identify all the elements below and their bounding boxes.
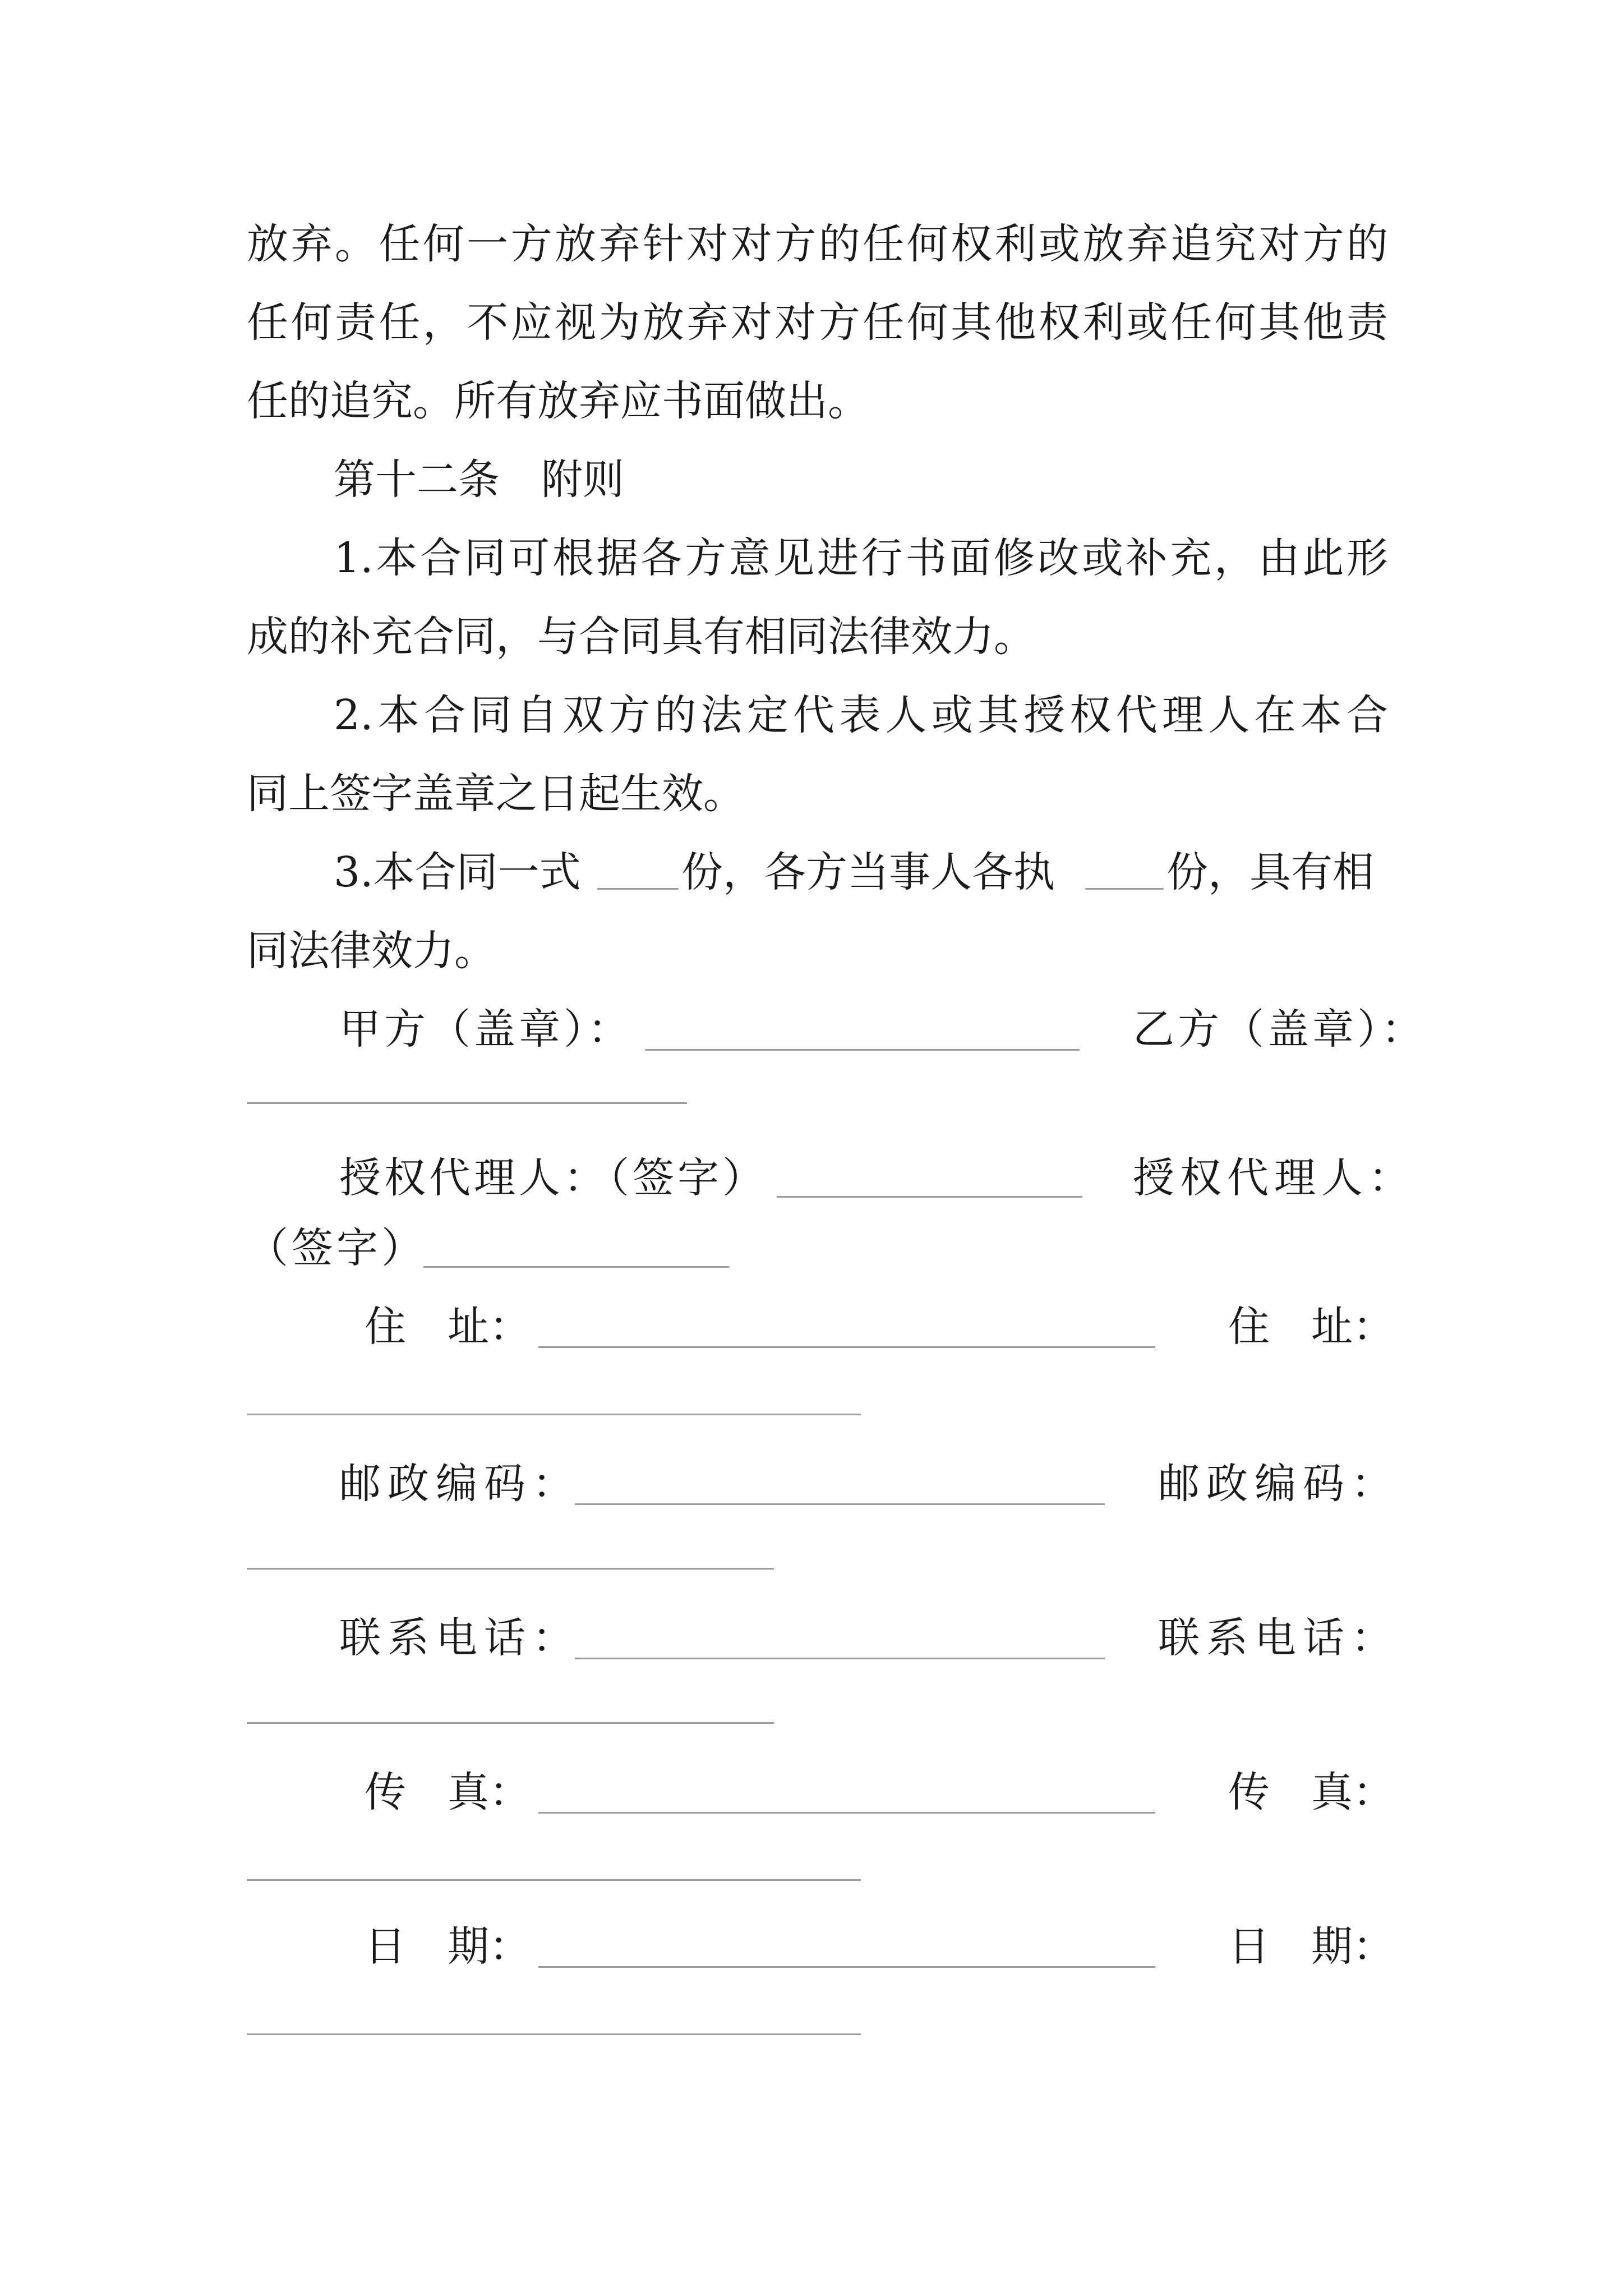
address-b-label: 住 址： (1228, 1303, 1394, 1351)
phone-a-field[interactable] (575, 1658, 1105, 1659)
item-3-line-2: 同法律效力。 (247, 927, 496, 975)
date-b-field[interactable] (247, 2033, 861, 2035)
waiver-line-2: 任何责任，不应视为放弃对对方任何其他权利或任何其他责 (247, 298, 1388, 347)
address-a-field[interactable] (538, 1346, 1155, 1348)
item-2-line-1: 2.本合同自双方的法定代表人或其授权代理人在本合 (334, 691, 1388, 739)
item-2-line-2: 同上签字盖章之日起生效。 (247, 770, 745, 818)
party-b-seal-label: 乙方（盖章）： (1133, 1005, 1426, 1053)
item-3-text-b: 份，各方当事人各执 (681, 848, 1055, 896)
party-a-seal-field[interactable] (645, 1049, 1080, 1051)
postcode-a-field[interactable] (575, 1503, 1105, 1505)
item-3-line-1 (0, 839, 1623, 906)
waiver-line-3: 任的追究。所有放弃应书面做出。 (247, 377, 869, 425)
phone-row (0, 1604, 1623, 1672)
item-1-line-2: 成的补充合同，与合同具有相同法律效力。 (247, 613, 1035, 661)
date-a-label: 日 期： (365, 1922, 531, 1971)
fax-a-label: 传 真： (365, 1768, 531, 1816)
party-a-seal-label: 甲方（盖章）： (339, 1005, 633, 1053)
address-b-field[interactable] (247, 1414, 861, 1415)
postcode-b-field[interactable] (247, 1568, 774, 1570)
agent-a-label: 授权代理人：（签字） (339, 1154, 767, 1202)
agent-row (0, 1144, 1623, 1212)
copies-total-blank[interactable] (597, 888, 679, 890)
date-row (0, 1913, 1623, 1980)
address-a-label: 住 址： (365, 1303, 531, 1351)
phone-b-label: 联系电话： (1158, 1614, 1399, 1662)
agent-b-sign-row (0, 1214, 1623, 1282)
agent-b-field[interactable] (423, 1266, 729, 1268)
agent-a-field[interactable] (777, 1196, 1082, 1198)
fax-b-label: 传 真： (1228, 1768, 1394, 1816)
postcode-row (0, 1450, 1623, 1517)
address-row (0, 1293, 1623, 1360)
item-3-text-c: 份，具有相 (1166, 848, 1374, 896)
postcode-a-label: 邮政编码： (339, 1460, 580, 1508)
date-a-field[interactable] (538, 1966, 1155, 1968)
postcode-b-label: 邮政编码： (1158, 1460, 1399, 1508)
agent-b-sign-label: （签字） (247, 1224, 426, 1272)
phone-a-label: 联系电话： (339, 1614, 580, 1662)
agent-b-label: 授权代理人： (1133, 1154, 1415, 1202)
fax-row (0, 1759, 1623, 1826)
party-b-seal-field[interactable] (247, 1102, 687, 1104)
seal-row (0, 996, 1623, 1063)
waiver-line-1: 放弃。任何一方放弃针对对方的任何权利或放弃追究对方的 (247, 220, 1388, 268)
item-1-line-1: 1.本合同可根据各方意见进行书面修改或补充，由此形 (334, 534, 1388, 582)
fax-a-field[interactable] (538, 1812, 1155, 1814)
copies-each-blank[interactable] (1085, 888, 1164, 890)
item-3-text-a: 3.本合同一式 (334, 848, 581, 896)
fax-b-field[interactable] (247, 1879, 861, 1881)
date-b-label: 日 期： (1228, 1922, 1394, 1971)
article-12-heading: 第十二条 附则 (334, 455, 624, 504)
phone-b-field[interactable] (247, 1722, 774, 1724)
